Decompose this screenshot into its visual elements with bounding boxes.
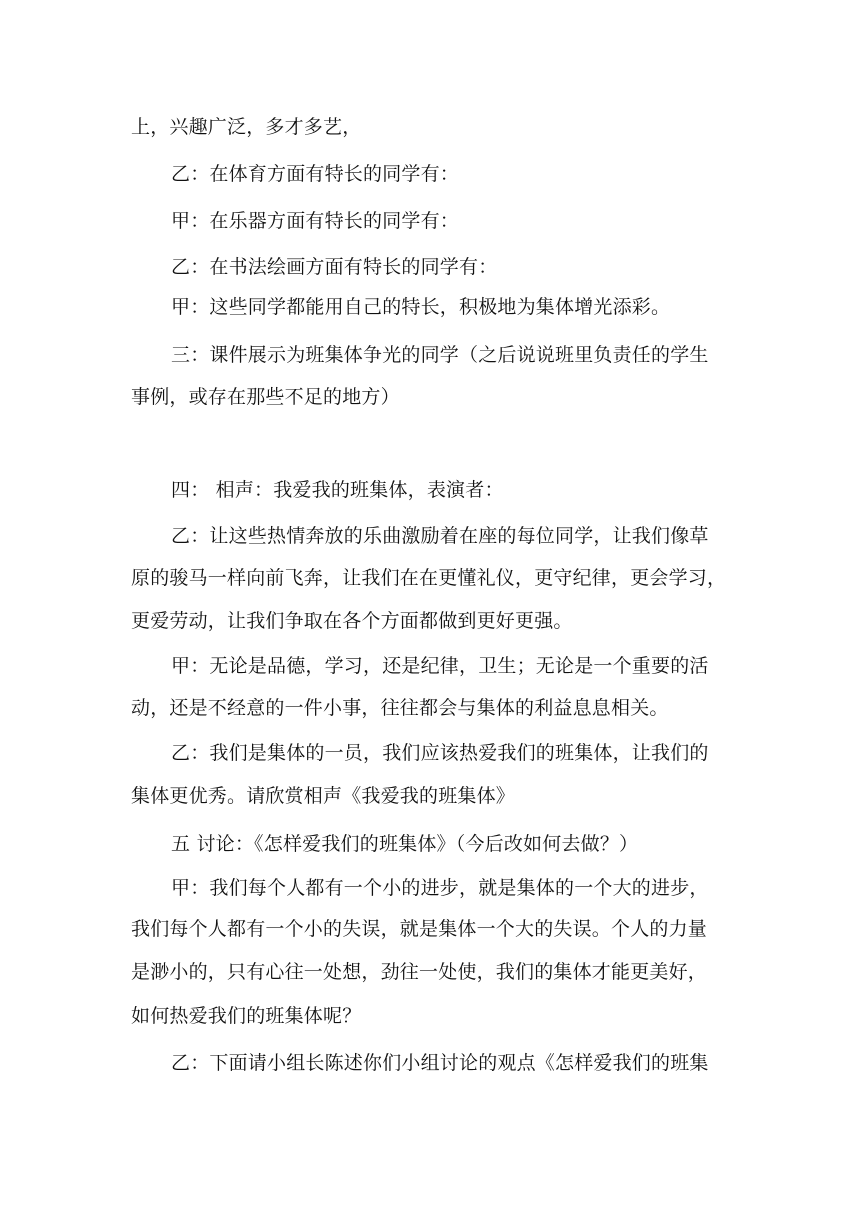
paragraph-line: 是渺小的，只有心往一处想，劲往一处使，我们的集体才能更美好，: [131, 961, 708, 983]
paragraph-line: 我们每个人都有一个小的失误，就是集体一个大的失误。个人的力量: [131, 918, 708, 940]
paragraph-line: 乙：在书法绘画方面有特长的同学有：: [171, 256, 498, 278]
paragraph-line: 动，还是不经意的一件小事，往往都会与集体的利益息息相关。: [131, 697, 669, 719]
paragraph-line: 甲：我们每个人都有一个小的进步，就是集体的一个大的进步，: [171, 877, 709, 899]
paragraph-line: 三：课件展示为班集体争光的同学（之后说说班里负责任的学生: [171, 344, 709, 366]
paragraph-line: 乙：在体育方面有特长的同学有：: [171, 163, 460, 185]
paragraph-line: 上，兴趣广泛，多才多艺，: [131, 116, 362, 138]
paragraph-line: 乙：让这些热情奔放的乐曲激励着在座的每位同学，让我们像草: [171, 525, 709, 547]
paragraph-line: 甲：在乐器方面有特长的同学有：: [171, 210, 460, 232]
paragraph-line: 原的骏马一样向前飞奔，让我们在在更懂礼仪，更守纪律，更会学习，: [131, 567, 727, 589]
paragraph-line: 甲：无论是品德，学习，还是纪律，卫生；无论是一个重要的活: [171, 655, 709, 677]
paragraph-line: 更爱劳动，让我们争取在各个方面都做到更好更强。: [131, 610, 573, 632]
paragraph-line: 甲：这些同学都能用自己的特长，积极地为集体增光添彩。: [171, 296, 671, 318]
paragraph-line: 五 讨论：《怎样爱我们的班集体》（今后改如何去做？）: [171, 833, 639, 855]
paragraph-line: 乙：下面请小组长陈述你们小组讨论的观点《怎样爱我们的班集: [171, 1052, 709, 1074]
paragraph-line: 如何热爱我们的班集体呢？: [131, 1005, 362, 1027]
paragraph-line: 事例，或存在那些不足的地方）: [131, 386, 400, 408]
paragraph-line: 乙：我们是集体的一员，我们应该热爱我们的班集体，让我们的: [171, 742, 709, 764]
paragraph-line: 集体更优秀。请欣赏相声《我爱我的班集体》: [131, 785, 516, 807]
paragraph-line: 四： 相声：我爱我的班集体，表演者：: [171, 479, 504, 501]
